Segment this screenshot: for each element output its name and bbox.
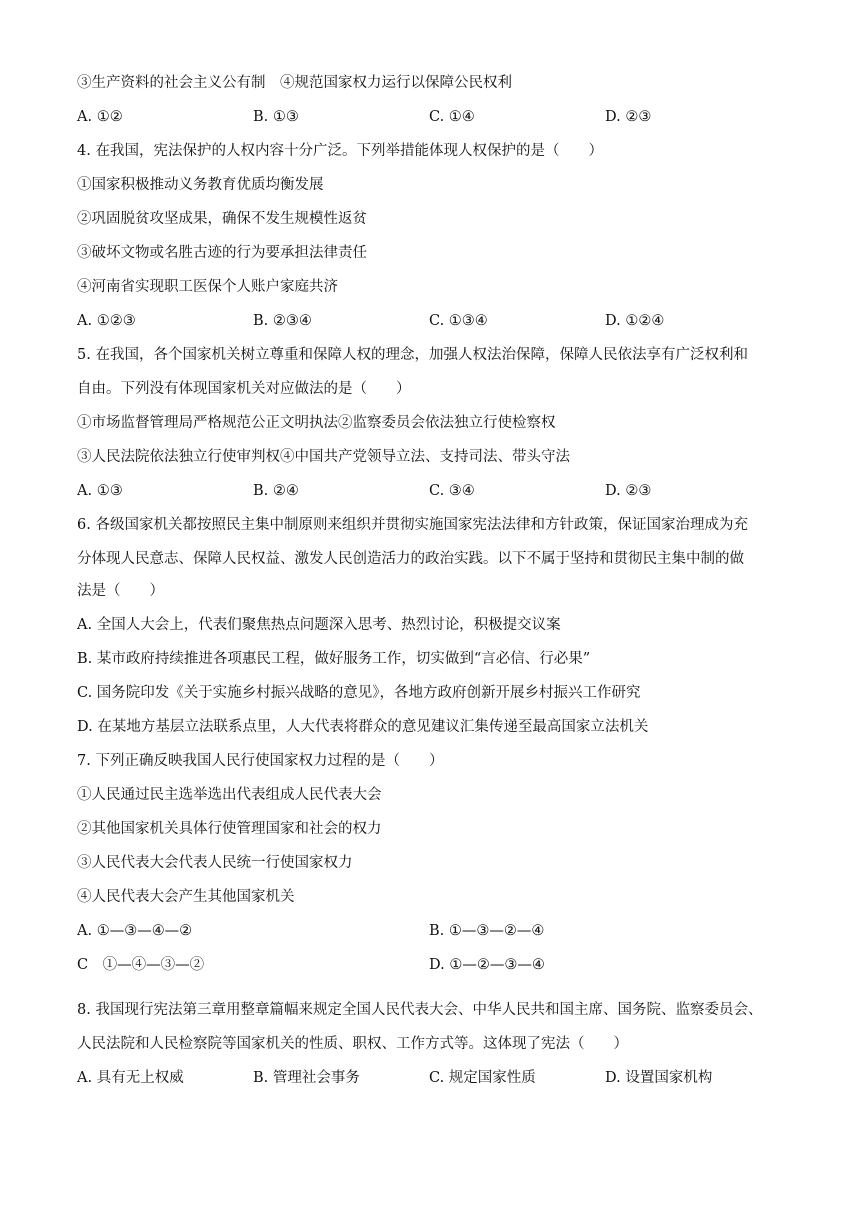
q5-items-line-2: ③人民法院依法独立行使审判权④中国共产党领导立法、支持司法、带头守法 bbox=[77, 449, 570, 465]
q5-option-d[interactable]: D. ②③ bbox=[605, 483, 652, 499]
q6-option-c[interactable]: C. 国务院印发《关于实施乡村振兴战略的意见》，各地方政府创新开展乡村振兴工作研究 bbox=[77, 685, 641, 701]
q7-option-c[interactable]: C ①—④—③—② bbox=[77, 957, 205, 973]
q8-option-b[interactable]: B. 管理社会事务 bbox=[253, 1070, 360, 1086]
q7-item-1: ①人民通过民主选举选出代表组成人民代表大会 bbox=[77, 787, 382, 803]
q8-option-a[interactable]: A. 具有无上权威 bbox=[77, 1070, 184, 1086]
q4-item-2: ②巩固脱贫攻坚成果，确保不发生规模性返贫 bbox=[77, 211, 367, 227]
q5-option-c[interactable]: C. ③④ bbox=[429, 483, 475, 499]
q6-stem-line-1: 6. 各级国家机关都按照民主集中制原则来组织并贯彻实施国家宪法法律和方针政策，保证国家治理成为充 bbox=[77, 517, 748, 533]
q7-item-3: ③人民代表大会代表人民统一行使国家权力 bbox=[77, 855, 353, 871]
q5-option-a[interactable]: A. ①③ bbox=[77, 483, 123, 499]
q4-options bbox=[77, 311, 800, 331]
q4-option-b[interactable]: B. ②③④ bbox=[253, 313, 312, 329]
q3-option-a[interactable]: A. ①② bbox=[77, 109, 123, 125]
q6-stem-line-3: 法是（ ） bbox=[77, 583, 164, 599]
q7-item-2: ②其他国家机关具体行使管理国家和社会的权力 bbox=[77, 821, 382, 837]
q7-stem: 7. 下列正确反映我国人民行使国家权力过程的是（ ） bbox=[77, 753, 444, 769]
q5-options bbox=[77, 481, 800, 501]
q8-option-c[interactable]: C. 规定国家性质 bbox=[429, 1070, 536, 1086]
q8-option-d[interactable]: D. 设置国家机构 bbox=[605, 1070, 713, 1086]
q5-option-b[interactable]: B. ②④ bbox=[253, 483, 299, 499]
q3-items-line: ③生产资料的社会主义公有制 ④规范国家权力运行以保障公民权利 bbox=[77, 75, 512, 91]
q4-stem: 4. 在我国，宪法保护的人权内容十分广泛。下列举措能体现人权保护的是（ ） bbox=[77, 143, 603, 159]
q8-stem-line-1: 8. 我国现行宪法第三章用整章篇幅来规定全国人民代表大会、中华人民共和国主席、国务院、监察委员会、 bbox=[77, 1002, 763, 1018]
q6-stem-line-2: 分体现人民意志、保障人民权益、激发人民创造活力的政治实践。以下不属于坚持和贯彻民主集中制的做 bbox=[77, 551, 744, 567]
q5-items-line-1: ①市场监督管理局严格规范公正文明执法②监察委员会依法独立行使检察权 bbox=[77, 415, 556, 431]
q5-stem-line-2: 自由。下列没有体现国家机关对应做法的是（ ） bbox=[77, 381, 411, 397]
q4-item-3: ③破坏文物或名胜古迹的行为要承担法律责任 bbox=[77, 245, 367, 261]
q7-item-4: ④人民代表大会产生其他国家机关 bbox=[77, 889, 295, 905]
q8-options bbox=[77, 1068, 800, 1088]
q6-option-d[interactable]: D. 在某地方基层立法联系点里，人大代表将群众的意见建议汇集传递至最高国家立法机关 bbox=[77, 719, 649, 735]
q6-option-a[interactable]: A. 全国人大会上，代表们聚焦热点问题深入思考、热烈讨论，积极提交议案 bbox=[77, 617, 561, 633]
q7-option-a[interactable]: A. ①—③—④—② bbox=[77, 923, 193, 939]
q7-option-d[interactable]: D. ①—②—③—④ bbox=[429, 957, 545, 973]
q8-stem-line-2: 人民法院和人民检察院等国家机关的性质、职权、工作方式等。这体现了宪法（ ） bbox=[77, 1036, 628, 1052]
q4-option-d[interactable]: D. ①②④ bbox=[605, 313, 665, 329]
q7-options-row-1 bbox=[77, 921, 800, 941]
q3-options bbox=[77, 107, 800, 127]
q4-option-c[interactable]: C. ①③④ bbox=[429, 313, 488, 329]
q4-item-4: ④河南省实现职工医保个人账户家庭共济 bbox=[77, 279, 338, 295]
q3-option-d[interactable]: D. ②③ bbox=[605, 109, 652, 125]
q4-item-1: ①国家积极推动义务教育优质均衡发展 bbox=[77, 177, 324, 193]
q7-options-row-2 bbox=[77, 955, 800, 975]
q5-stem-line-1: 5. 在我国，各个国家机关树立尊重和保障人权的理念，加强人权法治保障，保障人民依法享有广泛权利和 bbox=[77, 347, 748, 363]
q6-option-b[interactable]: B. 某市政府持续推进各项惠民工程，做好服务工作，切实做到“言必信、行必果” bbox=[77, 651, 591, 667]
q3-option-c[interactable]: C. ①④ bbox=[429, 109, 475, 125]
q3-option-b[interactable]: B. ①③ bbox=[253, 109, 299, 125]
q7-option-b[interactable]: B. ①—③—②—④ bbox=[429, 923, 545, 939]
q4-option-a[interactable]: A. ①②③ bbox=[77, 313, 136, 329]
